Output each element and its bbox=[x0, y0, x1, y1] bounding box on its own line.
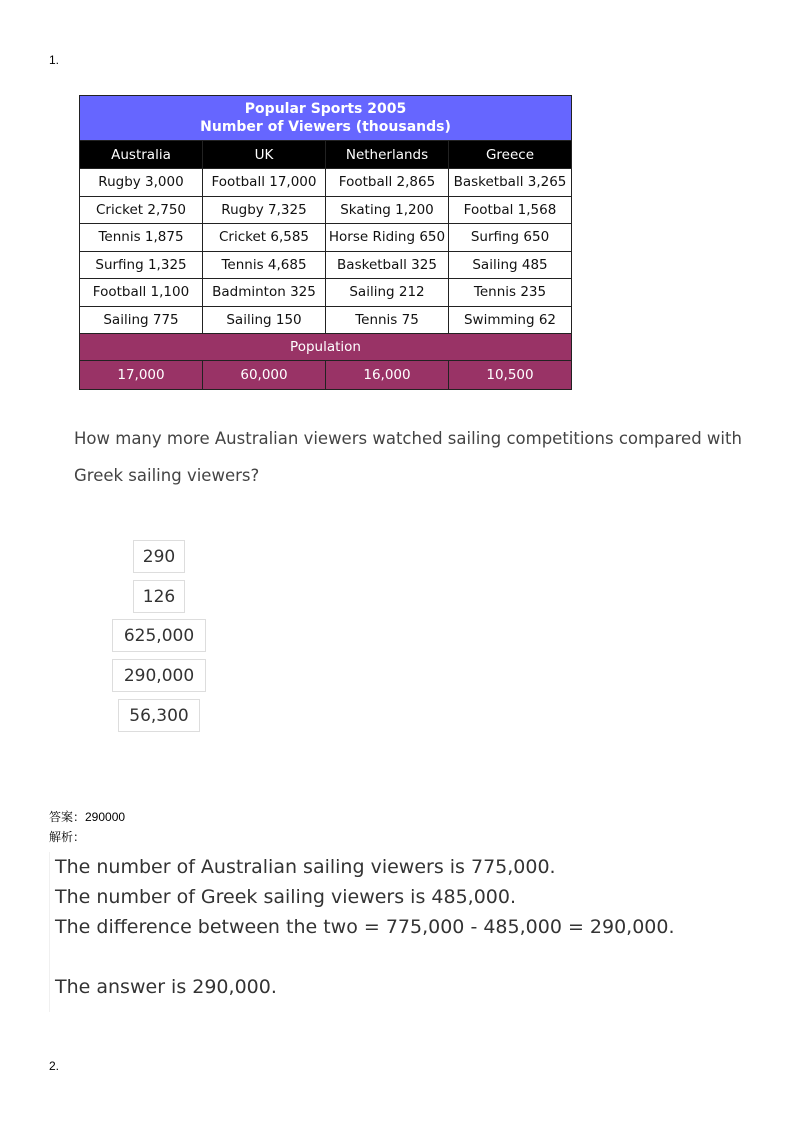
table-cell: Tennis 235 bbox=[449, 279, 572, 307]
table-cell: Cricket 2,750 bbox=[80, 196, 203, 224]
table-cell: Football 2,865 bbox=[326, 169, 449, 197]
table-cell: Basketball 3,265 bbox=[449, 169, 572, 197]
column-header: Greece bbox=[449, 141, 572, 169]
population-value: 16,000 bbox=[326, 361, 449, 390]
explanation-line: The answer is 290,000. bbox=[55, 976, 277, 998]
table-row bbox=[80, 251, 572, 279]
table-cell: Footbal 1,568 bbox=[449, 196, 572, 224]
table-cell: Sailing 485 bbox=[449, 251, 572, 279]
explanation-line: The difference between the two = 775,000 - 485,000 = 290,000. bbox=[55, 916, 675, 938]
table-cell: Basketball 325 bbox=[326, 251, 449, 279]
table-cell: Tennis 75 bbox=[326, 306, 449, 334]
answer-option[interactable]: 290,000 bbox=[112, 659, 206, 692]
table-cell: Football 17,000 bbox=[203, 169, 326, 197]
explanation-gap bbox=[55, 942, 709, 972]
table-row bbox=[80, 279, 572, 307]
table-cell: Sailing 212 bbox=[326, 279, 449, 307]
table-cell: Sailing 775 bbox=[80, 306, 203, 334]
table-row bbox=[80, 169, 572, 197]
explanation-line: The number of Australian sailing viewers is 775,000. bbox=[55, 856, 556, 878]
table-row bbox=[80, 306, 572, 334]
answer-label: 答案：290000 bbox=[49, 810, 126, 824]
population-value: 60,000 bbox=[203, 361, 326, 390]
population-value: 10,500 bbox=[449, 361, 572, 390]
column-header: Australia bbox=[80, 141, 203, 169]
question-text: How many more Australian viewers watched sailing competitions compared with Greek sailing viewers? bbox=[74, 429, 742, 485]
table-cell: Surfing 650 bbox=[449, 224, 572, 252]
question-number: 2. bbox=[49, 1059, 60, 1073]
answer-option[interactable]: 126 bbox=[133, 580, 185, 613]
table-title-line1: Popular Sports 2005 bbox=[244, 101, 407, 117]
answer-option[interactable]: 56,300 bbox=[118, 699, 200, 732]
table-row bbox=[80, 196, 572, 224]
table-cell: Rugby 3,000 bbox=[80, 169, 203, 197]
table-cell: Tennis 4,685 bbox=[203, 251, 326, 279]
explanation-line: The number of Greek sailing viewers is 485,000. bbox=[55, 886, 517, 908]
answer-option[interactable]: 290 bbox=[133, 540, 185, 573]
explanation bbox=[49, 852, 709, 1012]
table-cell: Rugby 7,325 bbox=[203, 196, 326, 224]
population-value: 17,000 bbox=[80, 361, 203, 390]
table-cell: Tennis 1,875 bbox=[80, 224, 203, 252]
table-cell: Swimming 62 bbox=[449, 306, 572, 334]
table-row bbox=[80, 224, 572, 252]
column-header: UK bbox=[203, 141, 326, 169]
table-cell: Badminton 325 bbox=[203, 279, 326, 307]
table-cell: Horse Riding 650 bbox=[326, 224, 449, 252]
table-cell: Surfing 1,325 bbox=[80, 251, 203, 279]
table-title bbox=[80, 96, 572, 141]
table-title-line2: Number of Viewers (thousands) bbox=[200, 119, 451, 135]
sports-table bbox=[79, 95, 572, 390]
table-cell: Skating 1,200 bbox=[326, 196, 449, 224]
population-row bbox=[80, 361, 572, 390]
analysis-label: 解析： bbox=[49, 830, 86, 844]
population-label: Population bbox=[80, 334, 572, 361]
answer-option[interactable]: 625,000 bbox=[112, 619, 206, 652]
column-header: Netherlands bbox=[326, 141, 449, 169]
table-cell: Sailing 150 bbox=[203, 306, 326, 334]
table-cell: Football 1,100 bbox=[80, 279, 203, 307]
question-number: 1. bbox=[49, 53, 60, 67]
table-cell: Cricket 6,585 bbox=[203, 224, 326, 252]
